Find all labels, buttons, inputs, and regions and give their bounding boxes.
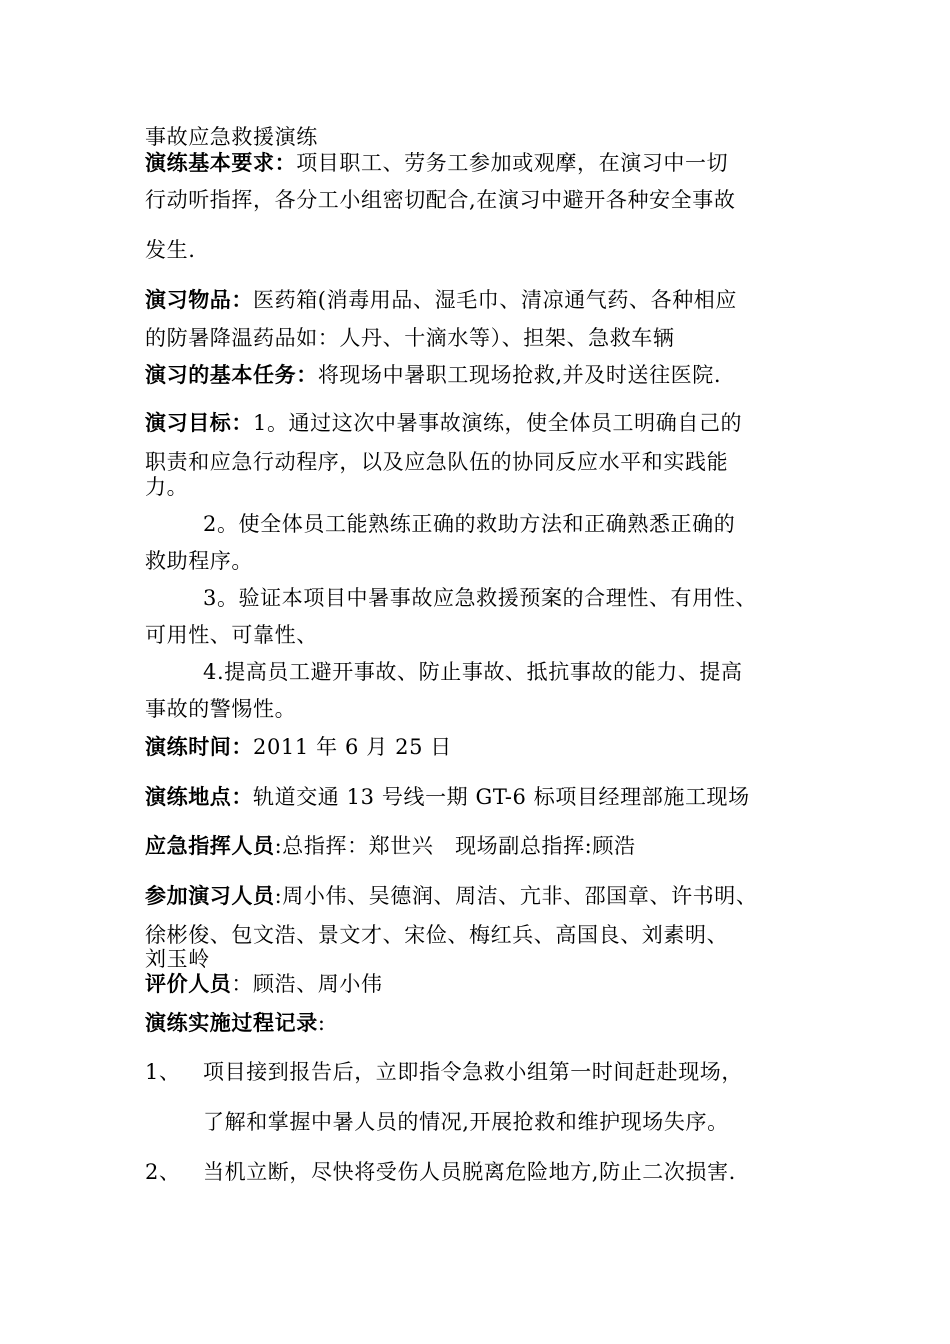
goal-3-line-1: 3。验证本项目中暑事故应急救援预案的合理性、有用性、 <box>203 586 757 610</box>
participants-line-1: 参加演习人员:周小伟、吴德润、周洁、亢非、邵国章、许书明、 <box>145 883 758 908</box>
document-title: 事故应急救援演练 <box>145 125 318 149</box>
record-heading: 演练实施过程记录: <box>145 1010 326 1035</box>
goal-label: 演习目标： <box>145 410 253 435</box>
participants-line-3: 刘玉岭 <box>145 947 210 971</box>
evaluator-label: 评价人员 <box>145 971 232 996</box>
task-line: 演习的基本任务：将现场中暑职工现场抢救,并及时送往医院. <box>145 362 722 387</box>
place-label: 演练地点： <box>145 784 253 809</box>
participants-label: 参加演习人员 <box>145 883 275 908</box>
goal-4-line-2: 事故的警惕性。 <box>145 697 297 721</box>
place-line: 演练地点：轨道交通 13 号线一期 GT-6 标项目经理部施工现场 <box>145 784 750 809</box>
goal-2-line-1: 2。使全体员工能熟练正确的救助方法和正确熟悉正确的 <box>203 512 736 536</box>
goal-line-1: 演习目标：1。通过这次中暑事故演练，使全体员工明确自己的 <box>145 410 743 435</box>
step-1-number: 1、 <box>145 1060 181 1084</box>
evaluator-line: 评价人员：顾浩、周小伟 <box>145 971 383 996</box>
requirement-label: 演练基本要求： <box>145 150 297 175</box>
record-label: 演练实施过程记录 <box>145 1010 318 1035</box>
goal-line-2: 职责和应急行动程序，以及应急队伍的协同反应水平和实践能 <box>145 450 729 474</box>
items-label: 演习物品： <box>145 287 253 312</box>
requirement-line-3: 发生. <box>145 238 196 262</box>
step-2-line-1: 当机立断，尽快将受伤人员脱离危险地方,防止二次损害. <box>203 1160 736 1184</box>
goal-2-line-2: 救助程序。 <box>145 549 253 573</box>
items-line-1: 演习物品：医药箱(消毒用品、湿毛巾、清凉通气药、各种相应 <box>145 287 737 312</box>
goal-3-line-2: 可用性、可靠性、 <box>145 623 318 647</box>
goal-line-3: 力。 <box>145 475 189 499</box>
time-label: 演练时间： <box>145 734 253 759</box>
task-label: 演习的基本任务： <box>145 362 318 387</box>
participants-line-2: 徐彬俊、包文浩、景文才、宋俭、梅红兵、高国良、刘素明、 <box>145 923 729 947</box>
time-line: 演练时间：2011 年 6 月 25 日 <box>145 734 452 759</box>
requirement-line-2: 行动听指挥，各分工小组密切配合,在演习中避开各种安全事故 <box>145 188 736 212</box>
goal-4-line-1: 4.提高员工避开事故、防止事故、抵抗事故的能力、提高 <box>203 660 743 684</box>
requirement-line-1: 演练基本要求：项目职工、劳务工参加或观摩，在演习中一切 <box>145 150 729 175</box>
commander-line: 应急指挥人员:总指挥：郑世兴 现场副总指挥:顾浩 <box>145 833 636 858</box>
step-1-line-1: 项目接到报告后，立即指令急救小组第一时间赶赴现场， <box>203 1060 743 1084</box>
items-line-2: 的防暑降温药品如：人丹、十滴水等）、担架、急救车辆 <box>145 326 675 350</box>
step-2-number: 2、 <box>145 1160 181 1184</box>
commander-label: 应急指挥人员 <box>145 833 275 858</box>
step-1-line-2: 了解和掌握中暑人员的情况,开展抢救和维护现场失序。 <box>203 1110 729 1134</box>
